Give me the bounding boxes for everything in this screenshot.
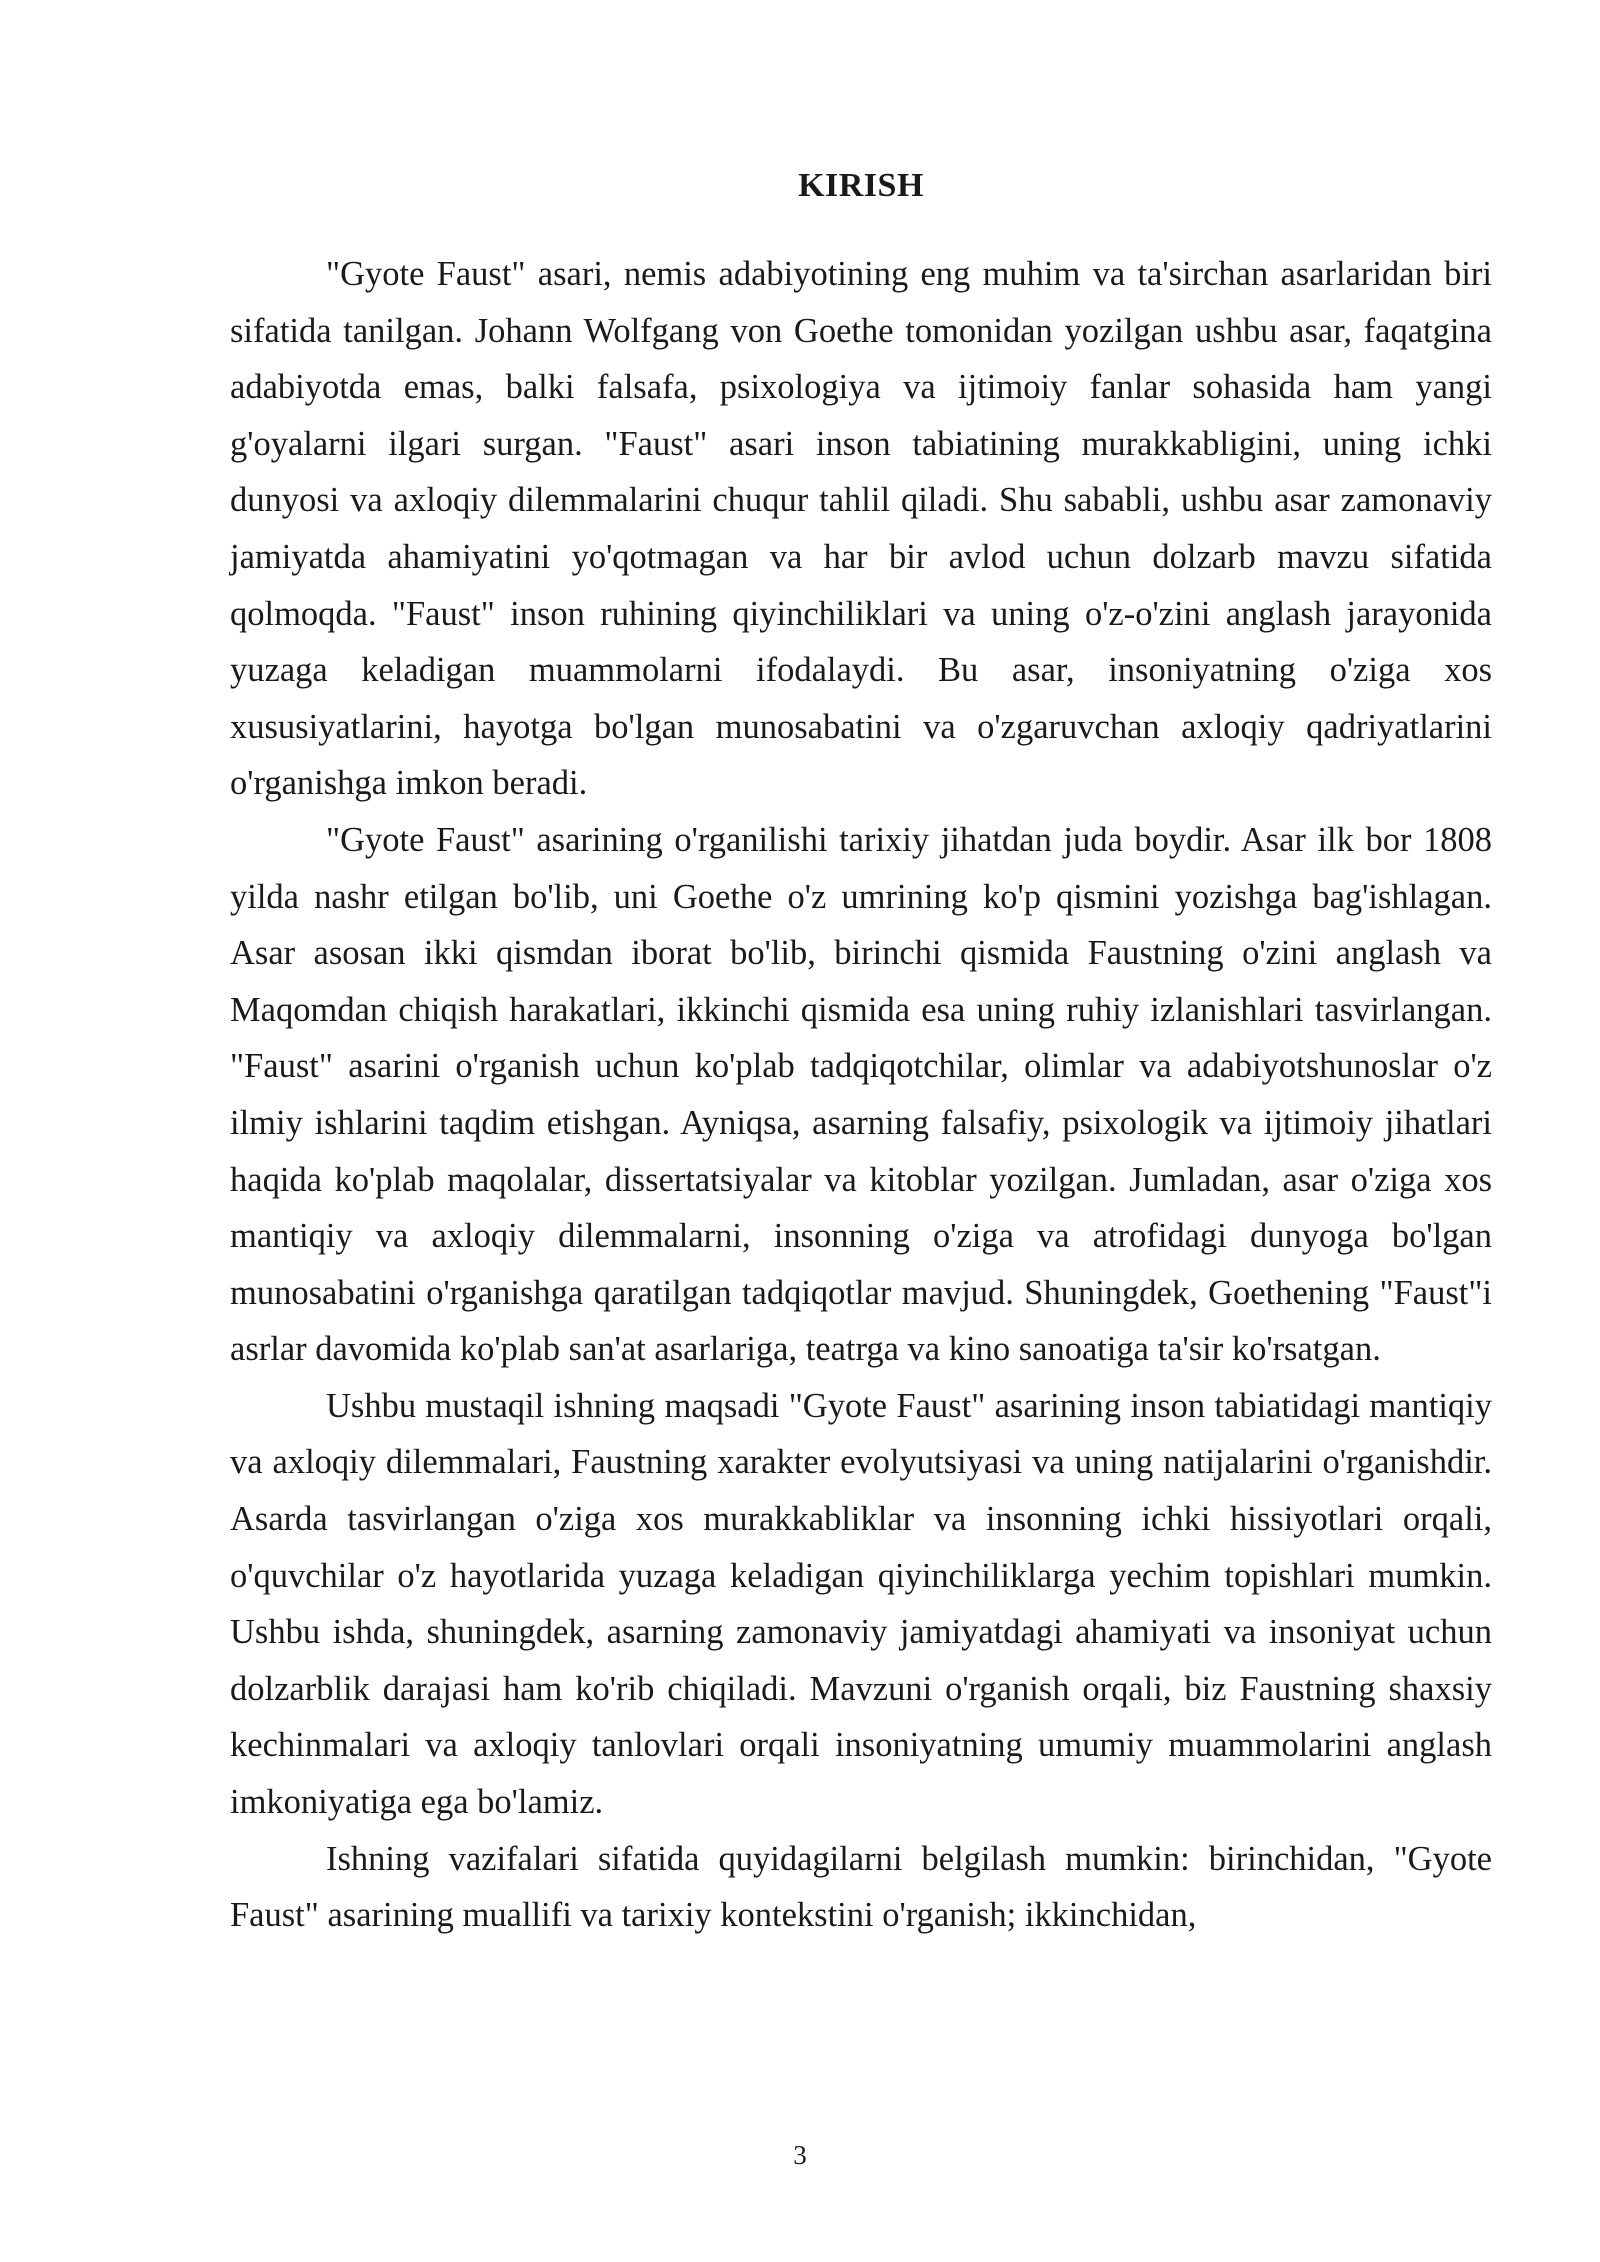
page-content xyxy=(230,160,1492,1944)
page-number: 3 xyxy=(793,2140,807,2170)
paragraph-4: Ishning vazifalari sifatida quyidagilarni belgilash mumkin: birinchidan, "Gyote Faust" asarining muallifi va tarixiy kontekstini o'rganish; ikkinchidan, xyxy=(230,1839,1492,1935)
section-title: KIRISH xyxy=(798,167,924,204)
paragraph-3: Ushbu mustaqil ishning maqsadi "Gyote Faust" asarining inson tabiatidagi mantiqiy va axloqiy dilemmalari, Faustning xarakter evolyutsiyasi va uning natijalarini o'rganishdir. Asarda tasvirlangan o'ziga xos murakkabliklar va insonning ichki hissiyotlari orqali, o'quvchilar o'z hayotlarida yuzaga keladigan qiyinchiliklarga yechim topishlari mumkin. Ushbu ishda, shuningdek, asarning zamonaviy jamiyatdagi ahamiyati va insoniyat uchun dolzarblik darajasi ham ko'rib chiqiladi. Mavzuni o'rganish orqali, biz Faustning shaxsiy kechinmalari va axloqiy tanlovlari orqali insoniyatning umumiy muammolarini anglash imkoniyatiga ega bo'lamiz. xyxy=(230,1386,1492,1822)
paragraph-1: "Gyote Faust" asari, nemis adabiyotining eng muhim va ta'sirchan asarlaridan biri sifatida tanilgan. Johann Wolfgang von Goethe tomonidan yozilgan ushbu asar, faqatgina adabiyotda emas, balki falsafa, psixologiya va ijtimoiy fanlar sohasida ham yangi g'oyalarni ilgari surgan. "Faust" asari inson tabiatining murakkabligini, uning ichki dunyosi va axloqiy dilemmalarini chuqur tahlil qiladi. Shu sababli, ushbu asar zamonaviy jamiyatda ahamiyatini yo'qotmagan va har bir avlod uchun dolzarb mavzu sifatida qolmoqda. "Faust" inson ruhining qiyinchiliklari va uning o'z-o'zini anglash jarayonida yuzaga keladigan muammolarni ifodalaydi. Bu asar, insoniyatning o'ziga xos xususiyatlarini, hayotga bo'lgan munosabatini va o'zgaruvchan axloqiy qadriyatlarini o'rganishga imkon beradi. xyxy=(230,255,1492,803)
paragraph-2: "Gyote Faust" asarining o'rganilishi tarixiy jihatdan juda boydir. Asar ilk bor 1808 yilda nashr etilgan bo'lib, uni Goethe o'z umrining ko'p qismini yozishga bag'ishlagan. Asar asosan ikki qismdan iborat bo'lib, birinchi qismida Faustning o'zini anglash va Maqomdan chiqish harakatlari, ikkinchi qismida esa uning ruhiy izlanishlari tasvirlangan. "Faust" asarini o'rganish uchun ko'plab tadqiqotchilar, olimlar va adabiyotshunoslar o'z ilmiy ishlarini taqdim etishgan. Ayniqsa, asarning falsafiy, psixologik va ijtimoiy jihatlari haqida ko'plab maqolalar, dissertatsiyalar va kitoblar yozilgan. Jumladan, asar o'ziga xos mantiqiy va axloqiy dilemmalarni, insonning o'ziga va atrofidagi dunyoga bo'lgan munosabatini o'rganishga qaratilgan tadqiqotlar mavjud. Shuningdek, Goethening "Faust"i asrlar davomida ko'plab san'at asarlariga, teatrga va kino sanoatiga ta'sir ko'rsatgan. xyxy=(230,820,1492,1369)
